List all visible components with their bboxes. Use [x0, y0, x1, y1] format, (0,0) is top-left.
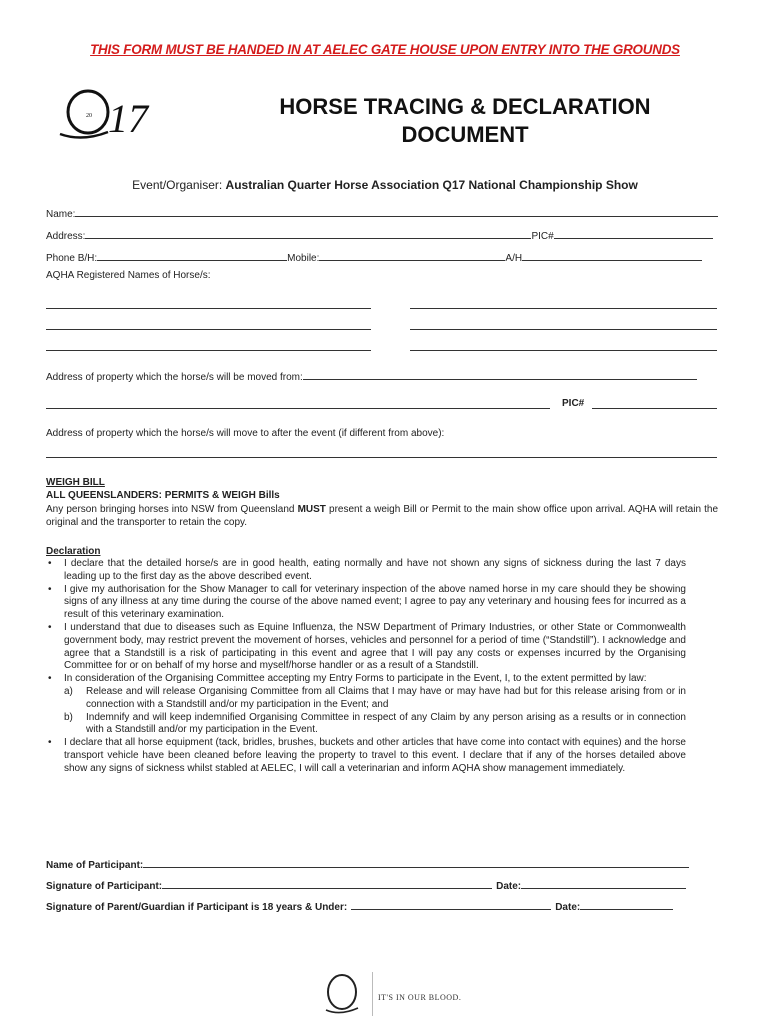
bullet-icon: • — [48, 558, 52, 569]
pic2-label: PIC# — [562, 398, 585, 409]
footer-q-logo — [312, 968, 372, 1018]
moved-from-field[interactable] — [303, 369, 697, 380]
q17-logo — [52, 84, 172, 144]
name-row — [46, 206, 718, 220]
bullet-icon: • — [48, 583, 52, 595]
weigh-bill-text-post: present a weigh Bill or Permit to the main show office upon arrival. AQHA will retain the original and the transporter to retain the copy. — [46, 504, 719, 528]
bullet-icon: • — [48, 621, 52, 633]
date-field-1[interactable] — [521, 878, 686, 889]
sub-a-label: a) — [64, 685, 73, 697]
pic2-row — [562, 398, 584, 409]
guardian-signature-row — [46, 899, 673, 913]
ah-field[interactable] — [522, 250, 702, 261]
horse-name-field-3[interactable] — [46, 329, 371, 330]
declaration-list — [46, 558, 686, 776]
svg-text:20: 20 — [86, 113, 92, 119]
date-label-2: Date: — [555, 902, 581, 913]
title-line-2: DOCUMENT — [401, 122, 529, 147]
declaration-item-text: I give my authorisation for the Show Manager to call for veterinary inspection of the above named horse in my care should they be showing signs of any illness at any time during the course of the above named event; I agree to pay any veterinary and housing fees for incurred as a result of this veterinary examination. — [64, 583, 686, 621]
moved-from-field-2[interactable] — [46, 408, 550, 409]
weigh-bill-text-pre: Any person bringing horses into NSW from Queensland — [46, 504, 298, 515]
footer-tagline: IT'S IN OUR BLOOD. — [378, 993, 462, 1002]
bullet-icon: • — [48, 737, 52, 749]
weigh-bill-must: MUST — [297, 504, 326, 515]
horse-name-field-1[interactable] — [46, 308, 371, 309]
participant-name-row — [46, 857, 689, 871]
declaration-item-text: I declare that all horse equipment (tack, bridles, brushes, buckets and other articles that have come into contact with equines) and the horse transport vehicle have been cleaned before leaving the property to travel to this event. I declare that if any of the horses detailed above show any signs of sickness whilst stabled at AELEC, I will call a veterinarian and inform AQHA show management immediately. — [64, 737, 686, 774]
declaration-item — [46, 737, 686, 775]
sub-b-text: Indemnify and will keep indemnified Organising Committee in respect of any Claim by any person arising as a results or in connection with a Standstill and/or my participation in the Event. — [86, 711, 686, 736]
guardian-signature-field[interactable] — [351, 899, 551, 910]
bullet-icon: • — [48, 673, 52, 685]
name-label: Name: — [46, 209, 76, 220]
horse-name-field-5[interactable] — [46, 350, 371, 351]
participant-signature-row — [46, 878, 686, 892]
participant-signature-field[interactable] — [162, 878, 492, 889]
organiser-value: Australian Quarter Horse Association Q17 National Championship Show — [225, 178, 638, 192]
phone-row — [46, 250, 702, 264]
participant-name-field[interactable] — [143, 857, 689, 868]
declaration-item-text: I declare that the detailed horse/s are in good health, eating normally and have not shown any signs of sickness during the last 7 days leading up to the first day as the above described event. — [64, 558, 686, 582]
moved-from-row — [46, 369, 697, 383]
horse-names-label: AQHA Registered Names of Horse/s: — [46, 270, 211, 281]
declaration-item — [46, 622, 686, 673]
sub-a-text: Release and will release Organising Committee from all Claims that I may have or may have had but for this release arising from or in connection with a Standstill and/or my participation in the Event; and — [86, 685, 686, 710]
pic-label: PIC# — [531, 231, 554, 242]
weigh-bill-text — [46, 503, 718, 529]
declaration-item-text: I understand that due to diseases such as Equine Influenza, the NSW Department of Primary Industries, or other State or Commonwealth government body, may restrict prevent the movement of horses, vehicles and personnel for a period of time (“Standstill”). I acknowledge and agree that a Standstill is a risk of participating in this event and agree that I will pay any costs or expenses incurred by the Organising Committee for or on behalf of my horse and myself/horse handler or as a result of a Standstill. — [64, 621, 686, 672]
participant-name-label: Name of Participant: — [46, 860, 144, 871]
weigh-bill-heading: WEIGH BILL — [46, 477, 105, 488]
sub-b-label: b) — [64, 711, 73, 723]
move-to-label: Address of property which the horse/s will move to after the event (if different from above): — [46, 428, 445, 439]
pic-field[interactable] — [554, 228, 713, 239]
horse-name-field-4[interactable] — [410, 329, 717, 330]
document-title — [210, 93, 720, 149]
address-row — [46, 228, 713, 242]
name-field[interactable] — [75, 206, 718, 217]
ah-label: A/H — [505, 253, 523, 264]
move-to-field[interactable] — [46, 457, 717, 458]
event-organiser — [0, 178, 770, 192]
declaration-item — [46, 584, 686, 622]
address-label: Address: — [46, 231, 86, 242]
mobile-field[interactable] — [319, 250, 505, 261]
declaration-item — [46, 673, 686, 737]
pic2-field[interactable] — [592, 408, 717, 409]
declaration-item — [46, 558, 686, 584]
horse-name-field-2[interactable] — [410, 308, 717, 309]
moved-from-label: Address of property which the horse/s will be moved from: — [46, 372, 303, 383]
horse-name-field-6[interactable] — [410, 350, 717, 351]
declaration-sub-a — [64, 686, 686, 712]
footer-divider — [372, 972, 373, 1016]
organiser-label: Event/Organiser: — [132, 178, 226, 192]
phone-label: Phone B/H: — [46, 253, 98, 264]
date-field-2[interactable] — [580, 899, 673, 910]
participant-signature-label: Signature of Participant: — [46, 881, 163, 892]
mobile-label: Mobile: — [287, 253, 320, 264]
declaration-item-text: In consideration of the Organising Committee accepting my Entry Forms to participate in the Event, I, to the extent permitted by law: — [64, 673, 647, 685]
guardian-signature-label: Signature of Parent/Guardian if Participant is 18 years & Under: — [46, 902, 348, 913]
entry-banner: THIS FORM MUST BE HANDED IN AT AELEC GATE HOUSE UPON ENTRY INTO THE GROUNDS — [90, 42, 680, 57]
declaration-heading: Declaration — [46, 546, 101, 557]
phone-field[interactable] — [97, 250, 287, 261]
svg-text:17: 17 — [108, 96, 148, 141]
date-label-1: Date: — [496, 881, 522, 892]
title-line-1: HORSE TRACING & DECLARATION — [279, 94, 651, 119]
declaration-sub-b — [64, 712, 686, 738]
address-field[interactable] — [85, 228, 531, 239]
weigh-bill-subheading: ALL QUEENSLANDERS: PERMITS & WEIGH Bills — [46, 490, 280, 501]
